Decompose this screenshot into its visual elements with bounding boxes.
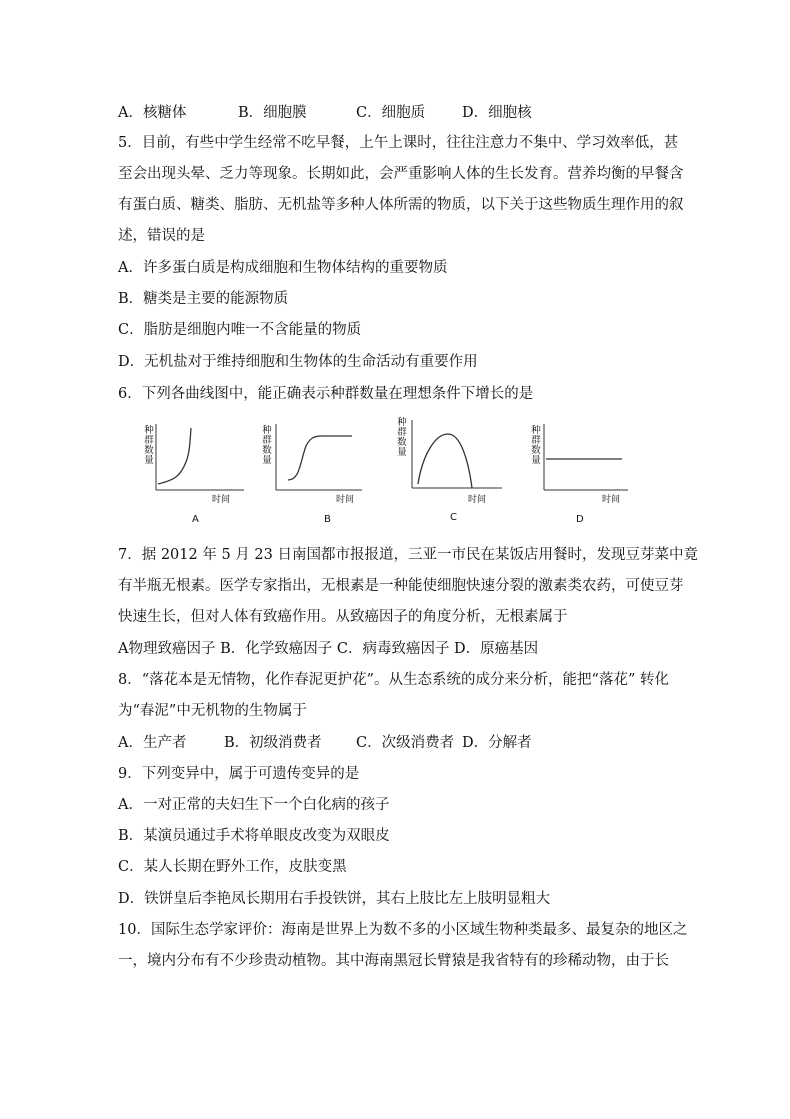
q5-stem-line-4: 述，错误的是 [118,228,205,244]
q8-option-c: C．次级消费者 [356,735,455,751]
graph-a-plot [140,422,250,502]
graph-c [398,414,508,530]
q9-option-b: B．某演员通过手术将单眼皮改变为双眼皮 [118,828,390,844]
graph-d-label: D [576,514,584,525]
q4-options [118,103,532,123]
graph-b [258,422,368,530]
q5-option-d: D．无机盐对于维持细胞和生物体的生命活动有重要作用 [118,354,478,370]
q9-stem: 9．下列变异中，属于可遗传变异的是 [118,766,360,782]
graph-d [524,422,634,530]
q6-stem: 6．下列各曲线图中，能正确表示种群数量在理想条件下增长的是 [118,386,534,402]
q5-option-c: C．脂肪是细胞内唯一不含能量的物质 [118,322,362,338]
q8-options [118,733,532,753]
graph-b-x-label: 时间 [336,495,355,505]
graph-c-curve [418,434,472,488]
graph-a-y-label: 种 群 数 量 [144,425,154,466]
q5-stem-line-2: 至会出现头晕、乏力等现象。长期如此，会严重影响人体的生长发育。营养均衡的早餐含 [118,166,684,182]
q5-stem-line-1: 5．目前，有些中学生经常不吃早餐，上午上课时，往往注意力不集中、学习效率低，甚 [118,135,679,151]
q4-option-d: D．细胞核 [462,105,532,121]
graph-a-x-label: 时间 [212,495,231,505]
q8-option-a: A．生产者 [118,735,187,751]
q9-option-d: D．铁饼皇后李艳凤长期用右手投铁饼，其右上肢比左上肢明显粗大 [118,891,551,907]
q7-stem-line-3: 快速生长，但对人体有致癌作用。从致癌因子的角度分析，无根素属于 [118,609,568,625]
q8-option-d: D．分解者 [462,735,532,751]
q8-stem-line-2: 为“春泥”中无机物的生物属于 [118,703,307,719]
q4-option-a: A．核糖体 [118,105,187,121]
graph-c-label: C [450,512,457,523]
graph-d-x-label: 时间 [602,495,621,505]
graph-c-plot [398,418,508,498]
q7-stem-line-2: 有半瓶无根素。医学专家指出，无根素是一种能使细胞快速分裂的激素类农药，可使豆芽 [118,578,684,594]
q10-stem-line-1: 10．国际生态学家评价：海南是世界上为数不多的小区域生物种类最多、最复杂的地区之 [118,922,688,938]
q9-option-a: A．一对正常的夫妇生下一个白化病的孩子 [118,797,390,813]
q8-stem-line-1: 8．“落花本是无情物，化作春泥更护花”。从生态系统的成分来分析，能把“落花” 转化 [118,672,669,688]
graph-c-x-label: 时间 [468,495,487,505]
graph-a [140,422,250,530]
graph-d-y-label: 种 群 数 量 [531,425,541,466]
q5-option-a: A．许多蛋白质是构成细胞和生物体结构的重要物质 [118,260,448,276]
q7-options: A物理致癌因子 B．化学致癌因子 C．病毒致癌因子 D．原癌基因 [118,641,539,657]
graph-b-curve [288,436,352,480]
q5-stem-line-3: 有蛋白质、糖类、脂肪、无机盐等多种人体所需的物质，以下关于这些物质生理作用的叙 [118,197,684,213]
graph-a-curve [158,428,191,484]
q10-stem-line-2: 一，境内分布有不少珍贵动植物。其中海南黑冠长臂猿是我省特有的珍稀动物，由于长 [118,953,669,969]
graph-a-label: A [192,514,199,525]
q9-option-c: C．某人长期在野外工作，皮肤变黑 [118,859,347,875]
graph-b-y-label: 种 群 数 量 [262,425,272,466]
q7-stem-line-1: 7．据 2012 年 5 月 23 日南国都市报报道，三亚一市民在某饭店用餐时，发现豆芽菜中竟 [118,547,698,563]
graph-b-label: B [324,514,331,525]
q8-option-b: B．初级消费者 [224,735,322,751]
graph-b-plot [258,422,368,502]
q5-option-b: B．糖类是主要的能源物质 [118,291,289,307]
q4-option-c: C．细胞质 [356,105,426,121]
graph-c-y-label: 种 群 数 量 [397,417,407,458]
q4-option-b: B．细胞膜 [238,105,307,121]
